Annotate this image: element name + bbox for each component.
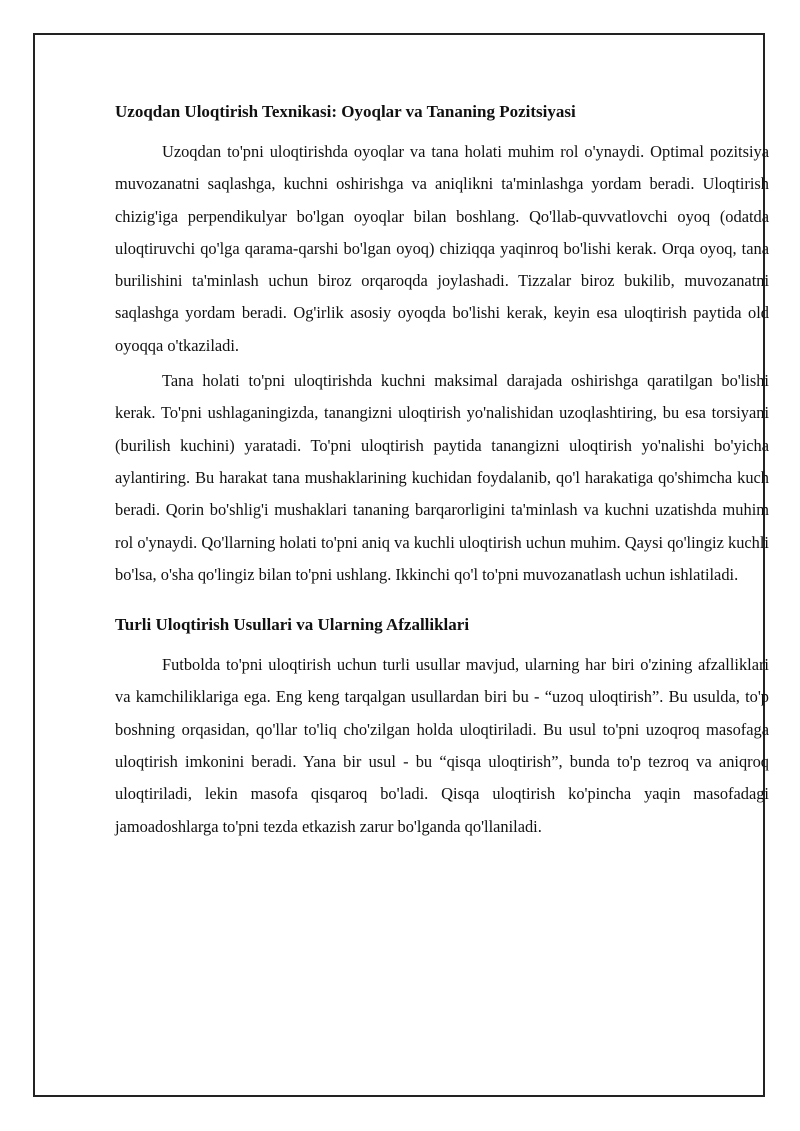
section-heading-methods: Turli Uloqtirish Usullari va Ularning Afzalliklari (115, 615, 470, 635)
section-heading-technique: Uzoqdan Uloqtirish Texnikasi: Oyoqlar va Tananing Pozitsiyasi (115, 102, 576, 121)
document-body (115, 98, 769, 846)
paragraph-throw-methods: Futbolda to'pni uloqtirish uchun turli usullar mavjud, ularning har biri o'zining afzalliklari va kamchiliklariga ega. Eng keng tarqalgan usullardan biri bu - “uzoq uloqtirish”. Bu usulda, to'p boshning orqasidan, qo'llar to'liq cho'zilgan holda uloqtiriladi. Bu usul to'pni uzoqroq masofaga uloqtirish imkonini beradi. Yana bir usul - bu “qisqa uloqtirish”, bunda to'p tezroq va aniqroq uloqtiriladi, lekin masofa qisqaroq bo'ladi. Qisqa uloqtirish ko'pincha yaqin masofadagi jamoadoshlarga to'pni tezda etkazish zarur bo'lganda qo'llaniladi. (115, 655, 769, 836)
paragraph-feet-position: Uzoqdan to'pni uloqtirishda oyoqlar va tana holati muhim rol o'ynaydi. Optimal pozitsiya muvozanatni saqlashga, kuchni oshirishga va aniqlikni ta'minlashga yordam beradi. Uloqtirish chizig'iga perpendikulyar bo'lgan oyoqlar bilan boshlang. Qo'llab-quvvatlovchi oyoq (odatda uloqtiruvchi qo'lga qarama-qarshi bo'lgan oyoq) chiziqqa yaqinroq bo'lishi kerak. Orqa oyoq, tana burilishini ta'minlash uchun biroz orqaroqda joylashadi. Tizzalar biroz bukilib, muvozanatni saqlashga yordam beradi. Og'irlik asosiy oyoqda bo'lishi kerak, keyin esa uloqtirish paytida old oyoqqa o'tkaziladi. (115, 142, 769, 355)
paragraph-body-position: Tana holati to'pni uloqtirishda kuchni maksimal darajada oshirishga qaratilgan bo'lishi kerak. To'pni ushlaganingizda, tanangizni uloqtirish yo'nalishidan uzoqlashtiring, bu esa torsiyani (burilish kuchini) yaratadi. To'pni uloqtirish paytida tanangizni uloqtirish yo'nalishi bo'yicha aylantiring. Bu harakat tana mushaklarining kuchidan foydalanib, qo'l harakatiga qo'shimcha kuch beradi. Qorin bo'shlig'i mushaklari tananing barqarorligini ta'minlash va kuchni uzatishda muhim rol o'ynaydi. Qo'llarning holati to'pni aniq va kuchli uloqtirish uchun muhim. Qaysi qo'lingiz kuchli bo'lsa, o'sha qo'lingiz bilan to'pni ushlang. Ikkinchi qo'l to'pni muvozanatlash uchun ishlatiladi. (115, 371, 769, 584)
